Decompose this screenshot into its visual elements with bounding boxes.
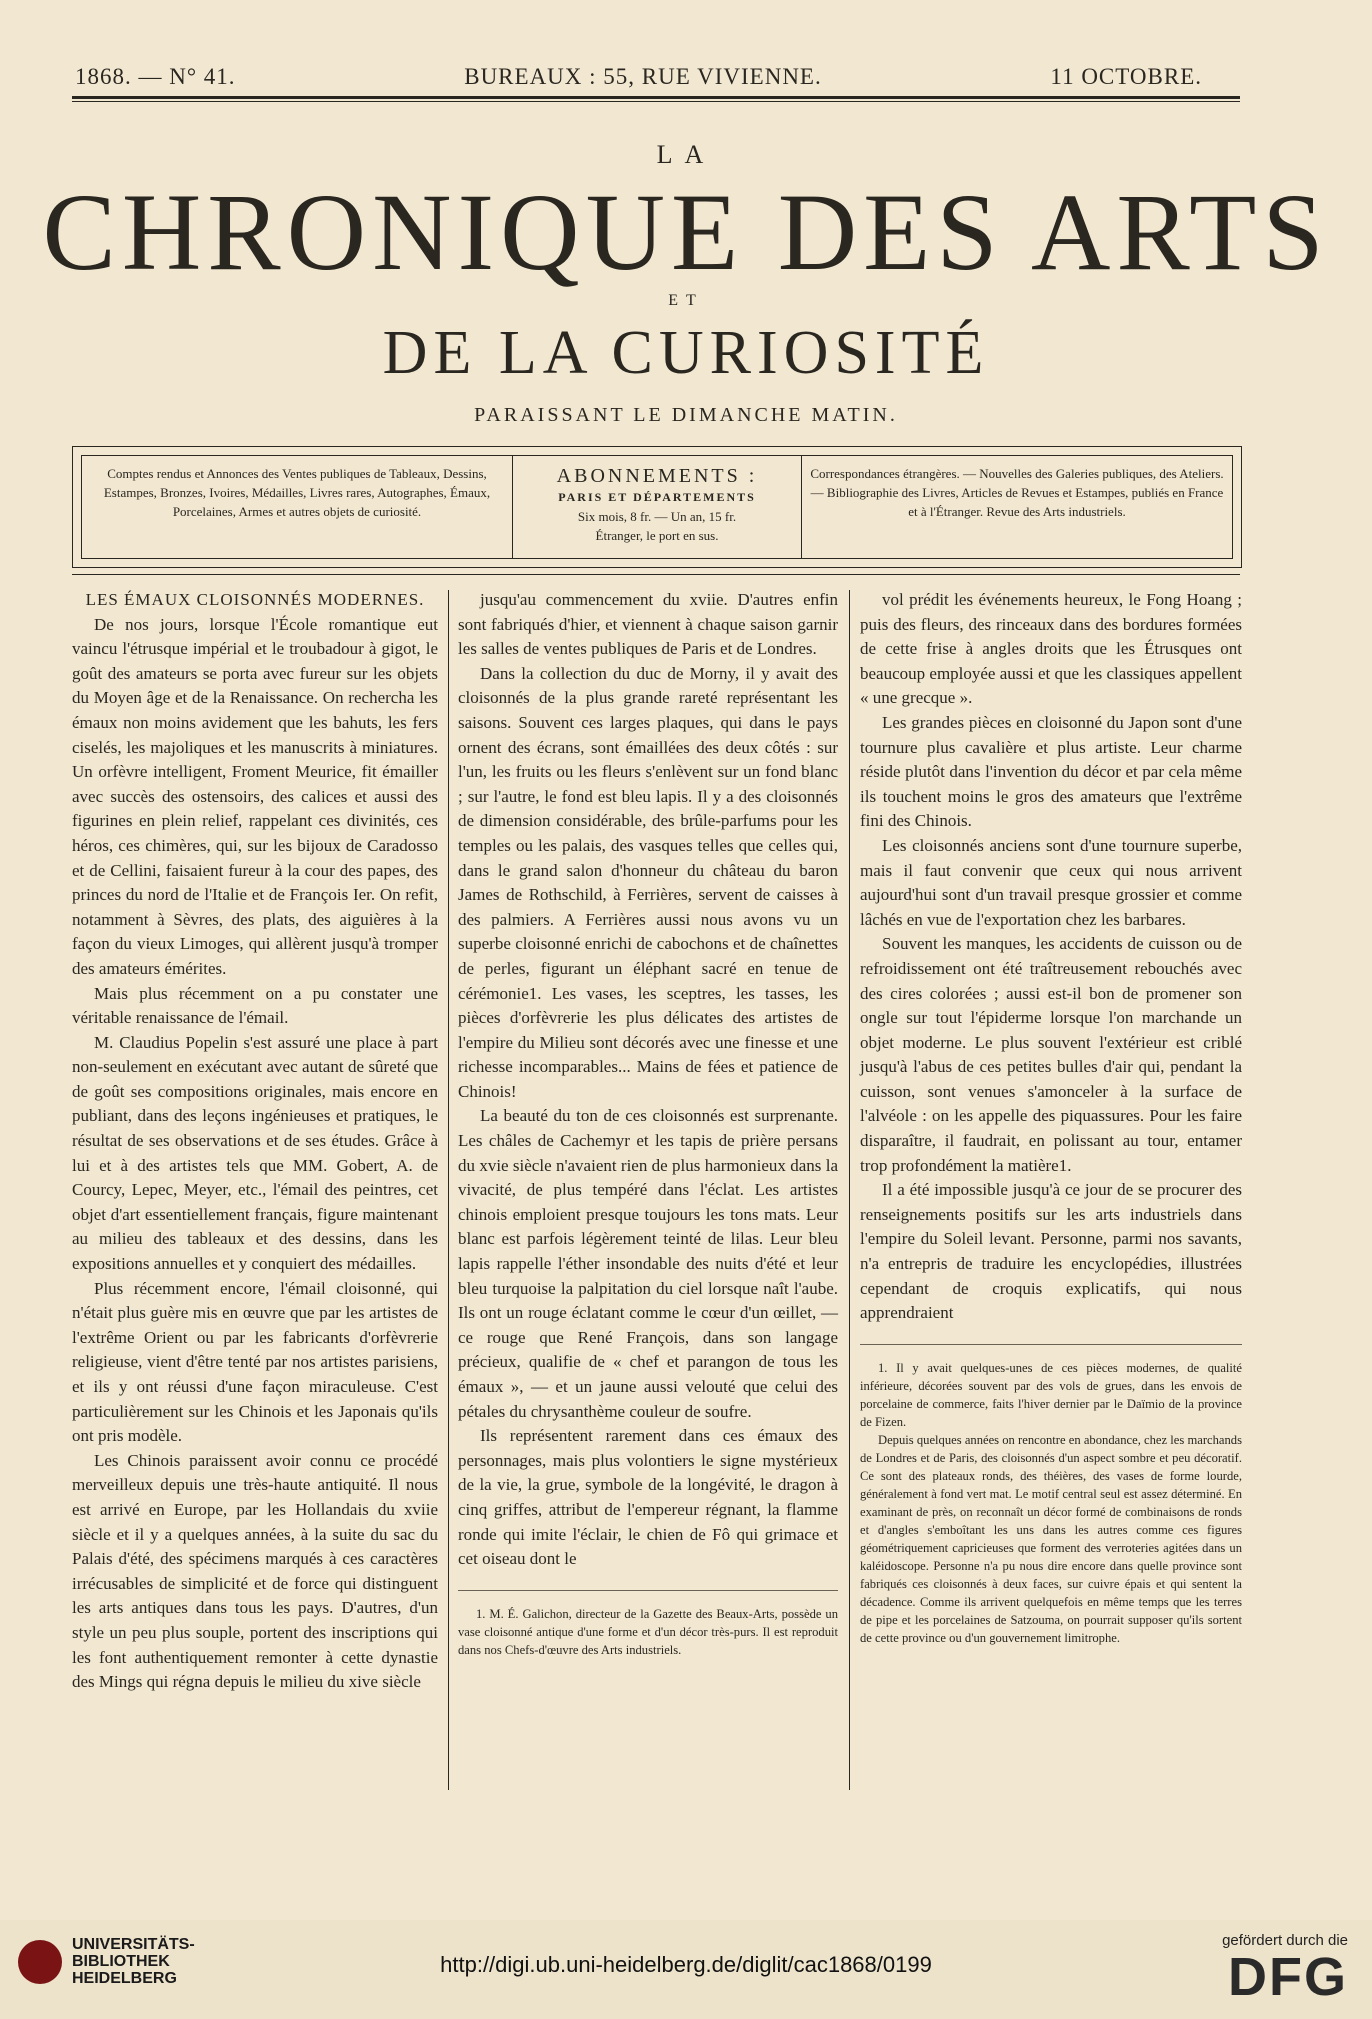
header-rule bbox=[72, 96, 1240, 99]
publication-tagline: PARAISSANT LE DIMANCHE MATIN. bbox=[474, 404, 898, 426]
paragraph: jusqu'au commencement du xviie. D'autres enfin sont fabriqués d'hier, et viennent à chaque saison garnir les salles de ventes publiques de Paris et de Londres. bbox=[458, 590, 838, 659]
paragraph: Souvent les manques, les accidents de cuisson ou de refroidissement ont été traîtreusement rebouchés avec des cires colorées ; aussi est-il bon de promener son ongle sur tout l'épiderme lorsque l'on marchande un objet moderne. Le plus souvent l'extérieur est criblé jusqu'à l'abus de ces petites bulles d'air qui, pendant la cuisson, sont venues s'amonceler à la surface de l'alvéole : on les appelle des piquassures. Pour les faire disparaître, il faudrait, en polissant au tour, entamer trop profondément la matière1. bbox=[860, 934, 1242, 1175]
paragraph: Les cloisonnés anciens sont d'une tournure superbe, mais il faut convenir que ceux qui nous arrivent aujourd'hui sont d'un travail presque grossier et comme lâchés en vue de l'exportation chez les barbares. bbox=[860, 835, 1242, 929]
subscription-foreign: Étranger, le port en sus. bbox=[595, 528, 719, 543]
footnote bbox=[458, 1590, 838, 1659]
box-left-text: Comptes rendus et Annonces des Ventes publiques de Tableaux, Dessins, Estampes, Bronzes, Ivoires, Médailles, Livres rares, Autographes, Émaux, Porcelaines, Armes et autres objets de curiosité. bbox=[103, 466, 491, 519]
paragraph: Les Chinois paraissent avoir connu ce procédé merveilleux depuis une très-haute antiquité. Il nous est arrivé en Europe, par les Hollandais du xviie siècle et il y a quelques années, à la suite du sac du Palais d'été, des spécimens marqués à ces caractères irrécusables de simplicité et de force qui distinguent les arts antiques dans tous les pays. D'autres, d'un style un peu plus souple, portent des inscriptions qui les font authentiquement remonter à cette dynastie des Mings qui régna depuis le milieu du xive siècle bbox=[72, 1450, 438, 1692]
article-column-2 bbox=[458, 588, 838, 1659]
source-url-link[interactable]: http://digi.ub.uni-heidelberg.de/diglit/cac1868/0199 bbox=[440, 1952, 932, 1977]
header-rule-thin bbox=[72, 101, 1240, 102]
issue-date: 11 OCTOBRE. bbox=[1050, 64, 1202, 89]
dfg-funding-logo[interactable] bbox=[1222, 1932, 1348, 2005]
paragraph: Ils représentent rarement dans ces émaux des personnages, mais plus volontiers le signe mystérieux de la vie, la grue, symbole de la longévité, le dragon à cinq griffes, attribut de l'empereur régnant, la flamme ronde qui imite l'éclair, le chien de Fô qui grimace et cet oiseau dont le bbox=[458, 1426, 838, 1569]
footnote-text: 1. Il y avait quelques-unes de ces pièces modernes, de qualité inférieure, décorées souvent par des vols de grues, dans les envois de porcelaine de commerce, faits l'hiver dernier par le Daïmio de la province de Fizen. bbox=[860, 1360, 1242, 1429]
office-address: BUREAUX : 55, RUE VIVIENNE. bbox=[464, 64, 822, 89]
article-column-1 bbox=[72, 588, 438, 1695]
dfg-logo-text: DFG bbox=[1228, 1947, 1348, 2007]
title-article: LA bbox=[656, 140, 716, 169]
issue-number: 1868. — N° 41. bbox=[75, 64, 236, 89]
article-title: LES ÉMAUX CLOISONNÉS MODERNES. bbox=[85, 590, 425, 609]
subscription-prices: Six mois, 8 fr. — Un an, 15 fr. bbox=[577, 509, 737, 524]
library-name-line: HEIDELBERG bbox=[72, 1970, 177, 1987]
subscription-info bbox=[512, 456, 802, 558]
paragraph: vol prédit les événements heureux, le Fong Hoang ; puis des fleurs, des rinceaux dans des bordures formées de cette frise à angles droits que les Étrusques ont beaucoup employée aussi et que les classiques appellent « une grecque ». bbox=[860, 590, 1242, 708]
paragraph: La beauté du ton de ces cloisonnés est surprenante. Les châles de Cachemyr et les tapis de prière persans du xvie siècle n'avaient rien de plus harmonieux dans la vivacité, de plus tempéré dans l'éclat. Les artistes chinois emploient presque toujours les tons mats. Leur blanc est parfois légèrement teinté de lilas. Leur bleu lapis rappelle l'éther insondable des nuits d'été et leur bleu turquoise la palpitation du ciel lorsque naît l'aube. Ils ont un rouge éclatant comme le cœur d'un œillet, — ce rouge que René François, dans son langage précieux, qualifie de « chef et parangon de tous les émaux », — et un jaune aussi velouté que celui des pétales du chrysanthème couleur de soufre. bbox=[458, 1106, 838, 1421]
library-name-line: BIBLIOTHEK bbox=[72, 1953, 170, 1970]
paragraph: Plus récemment encore, l'émail cloisonné, qui n'était plus guère mis en œuvre que par les artistes de l'extrême Orient ou par les fabricants d'orfèvrerie religieuse, vient d'être tenté par nos artistes parisiens, et ils y ont réussi d'une façon miraculeuse. C'est particulièrement sur les Chinois et les Japonais qu'ils ont pris modèle. bbox=[72, 1278, 438, 1446]
paragraph: De nos jours, lorsque l'École romantique eut vaincu l'étrusque impérial et le troubadour à gigot, le goût des amateurs se porta avec fureur sur les objets du Moyen âge et de la Renaissance. On rechercha les émaux non moins avidement que les bahuts, les fers ciselés, les majoliques et les manuscrits à miniatures. Un orfèvre intelligent, Froment Meurice, fit émailler avec succès des ostensoirs, des calices et aussi des figurines en plein relief, rappelant ces divinités, ces héros, ces chimères, qui, sur les bijoux de Caradosso et de Cellini, faisaient fureur à la cour des papes, des princes du nord de l'Italie et de François Ier. On refit, notamment à Sèvres, des plats, des aiguières à la façon du vieux Limoges, qui allèrent jusqu'à tromper des amateurs émérites. bbox=[72, 614, 438, 978]
box-right-text: Correspondances étrangères. — Nouvelles des Galeries publiques, des Ateliers. — Bibliographie des Livres, Articles de Revues et Estampes, publiés en France et à l'Étranger. Revue des Arts industriels. bbox=[810, 466, 1224, 519]
paragraph: Il a été impossible jusqu'à ce jour de se procurer des renseignements positifs sur les arts industriels dans l'empire du Soleil levant. Personne, parmi nos savants, n'a entrepris de traduire les encyclopédies, illustrées cependant de croquis explicatifs, qui nous apprendraient bbox=[860, 1180, 1242, 1323]
column-divider bbox=[849, 590, 850, 1790]
article-column-3 bbox=[860, 588, 1242, 1647]
footnote bbox=[860, 1344, 1242, 1647]
masthead-header bbox=[75, 64, 1202, 90]
paragraph: Dans la collection du duc de Morny, il y avait des cloisonnés de la plus grande rareté représentant les saisons. Souvent ces larges plaques, qui dans le pays ornent des écrans, sont émaillées des deux côtés : sur l'un, les fruits ou les fleurs s'enlèvent sur un fond blanc ; sur l'autre, le fond est bleu lapis. Il y a des cloisonnés de dimension considérable, des brûle-parfums pour les temples ou les palais, des vasques telles que celles qui, dans le grand salon d'honneur du château du baron James de Rothschild, à Ferrières, servent de caisses à des palmiers. A Ferrières aussi nous avons vu un superbe cloisonné enrichi de cabochons et de chaînettes de perles, figurant un éléphant sacré en tenue de cérémonie1. Les vases, les sceptres, les tasses, les pièces d'orfèvrerie les plus délicates des artistes de l'empire du Milieu sont décorés avec une finesse et une richesse incomparables... Mains de fées et patience de Chinois! bbox=[458, 663, 838, 1101]
footnote-text: Depuis quelques années on rencontre en abondance, chez les marchands de Londres et de Paris, des cloisonnés d'un aspect sombre et peu décoratif. Ce sont des plateaux ronds, des théières, des vases de forme lourde, généralement à fond vert mat. Le motif central seul est assez déterminé. En examinant de près, on reconnaît un décor formé de combinaisons de ronds et d'angles s'emboîtant les uns dans les autres comme ces figures géométriquement capricieuses que forment des verroteries agitées dans un kaléidoscope. Personne n'a pu nous dire encore dans quelle province sont fabriqués ces cloisonnés à deux faces, sur cuivre épais et qui sentent la décadence. Comme ils arrivent quelquefois en même temps que les terres de pipe et les porcelaines de Satzouma, on pourrait supposer qu'ils sortent de cette province ou d'un gouvernement limitrophe. bbox=[860, 1432, 1242, 1645]
column-divider bbox=[448, 590, 449, 1790]
newspaper-title: CHRONIQUE DES ARTS bbox=[42, 171, 1330, 293]
box-rule bbox=[72, 574, 1240, 575]
title-conjunction: ET bbox=[668, 292, 704, 309]
subscription-box bbox=[72, 446, 1242, 568]
subscription-region: PARIS ET DÉPARTEMENTS bbox=[558, 490, 756, 504]
paragraph: Mais plus récemment on a pu constater une véritable renaissance de l'émail. bbox=[72, 983, 438, 1028]
subscription-title: ABONNEMENTS : bbox=[556, 465, 758, 487]
footnote-text: 1. M. É. Galichon, directeur de la Gazette des Beaux-Arts, possède un vase cloisonné antique d'une forme et d'un décor très-purs. Il est reproduit dans nos Chefs-d'œuvre des Arts industriels. bbox=[458, 1606, 838, 1657]
funding-caption: gefördert durch die bbox=[1222, 1932, 1348, 1949]
newspaper-subtitle: DE LA CURIOSITÉ bbox=[382, 319, 990, 387]
paragraph: Les grandes pièces en cloisonné du Japon sont d'une tournure plus cavalière et plus artiste. Leur charme réside plutôt dans l'invention du décor et par cela même ils touchent moins le gros des amateurs que l'extrême fini des Chinois. bbox=[860, 712, 1242, 831]
library-name-line: UNIVERSITÄTS- bbox=[72, 1936, 195, 1953]
paragraph: M. Claudius Popelin s'est assuré une place à part non-seulement en exécutant avec autant de sûreté que de goût ses compositions originales, mais encore en publiant, dans des leçons ingénieuses et pratiques, le résultat de ses observations et de ses études. Grâce à lui et à des artistes tels que MM. Gobert, A. de Courcy, Lepec, Meyer, etc., l'émail des peintres, cet objet d'art essentiellement français, figure maintenant au milieu des tableaux et des dessins, dans les expositions annuelles et y conquiert des médailles. bbox=[72, 1032, 438, 1274]
